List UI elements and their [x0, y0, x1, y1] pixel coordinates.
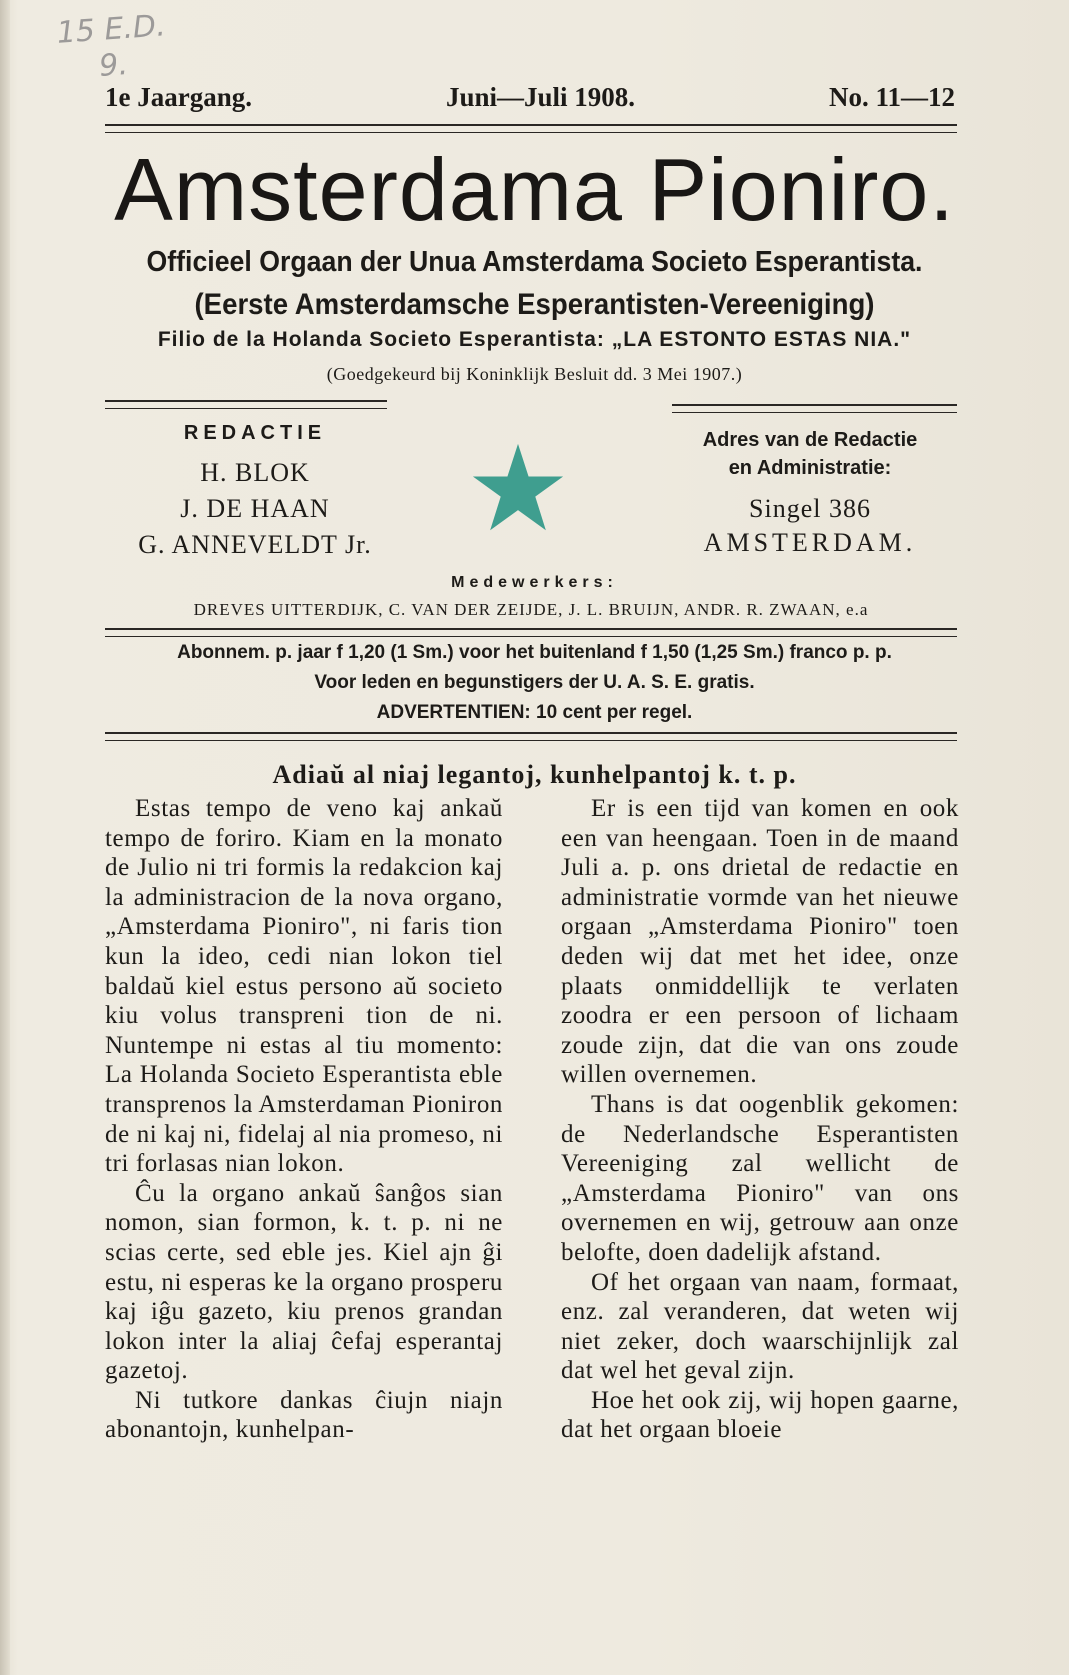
- address-block: [660, 426, 960, 558]
- pencil-annotation: [56, 8, 170, 87]
- issue-header: [105, 82, 955, 113]
- address-city: AMSTERDAM.: [703, 528, 917, 557]
- editor-name: H. BLOK: [200, 458, 310, 487]
- paragraph: Er is een tijd van komen en ook een van heengaan. Toen in de maand Juli a. p. ons drietal de redactie en administratie vormde van het nieuwe orgaan „Amsterdama Pioniro" toen deden wij dat met het idee, onze plaats onmiddellijk te verlaten zoodra er een persoon of lichaam zoude zijn, dat die van ons zoude willen overnemen.: [561, 795, 959, 1089]
- subscription-members: Voor leden en begunstigers der U. A. S. E. gratis.: [314, 672, 755, 693]
- contributors-heading: Medewerkers:: [451, 574, 618, 591]
- paragraph: Ni tutkore dankas ĉiujn niajn abonantojn, kunhelpan-: [105, 1386, 503, 1444]
- esperanto-column: [105, 794, 503, 1445]
- editor-name: J. DE HAAN: [180, 494, 330, 523]
- paragraph: Estas tempo de veno kaj ankaŭ tempo de foriro. Kiam en la monato de Julio ni tri formis la redakcion kaj la administracion de la nova organo, „Amsterdama Pioniro", ni faris tion kun la ideo, cedi nian lokon tiel baldaŭ kiel estus persono aŭ societo kiu volus transpreni tion de ni. Nuntempe ni estas al tiu momento: La Holanda Societo Esperantista eble transprenos la Amsterdaman Pioniron de ni kaj ni, fidelaj al nia promeso, ni tri forlasas nian lokon.: [105, 795, 504, 1178]
- pencil-line-1: 15 E.D.: [55, 8, 167, 51]
- paragraph: Of het orgaan van naam, formaat, enz. zal veranderen, dat weten wij niet zeker, doch waarschijnlijk zal dat wel het geval zijn.: [561, 1268, 959, 1385]
- paragraph: Hoe het ook zij, wij hopen gaarne, dat het orgaan bloeie: [561, 1386, 959, 1444]
- subscription-rule-bottom: [105, 732, 957, 741]
- pencil-line-2: 9.: [98, 47, 130, 84]
- paragraph: Ĉu la organo ankaŭ ŝanĝos sian nomon, sian formon, k. t. p. ni ne scias certe, sed eble jes. Kiel ajn ĝi estu, ni esperas ke la organo prosperu kaj iĝu gazeto, kiu prenos grandan lokon inter la aliaj ĉefaj esperantaj gazetoj.: [105, 1179, 503, 1385]
- masthead-title: Amsterdama Pioniro.: [114, 140, 955, 239]
- masthead-subtitle-dutch: (Eerste Amsterdamsche Esperantisten-Vereeniging): [194, 288, 875, 321]
- issue-number: No. 11—12: [828, 82, 955, 112]
- contributors-list: DREVES UITTERDIJK, C. VAN DER ZEIJDE, J. L. BRUIJN, ANDR. R. ZWAAN, e.a: [193, 600, 869, 619]
- right-rule: [672, 404, 957, 413]
- address-heading-2: en Administratie:: [728, 457, 892, 479]
- article-title: Adiaŭ al niaj legantoj, kunhelpantoj k. t. p.: [272, 760, 797, 789]
- header-rule: [105, 124, 957, 133]
- advertising-rate: ADVERTENTIEN: 10 cent per regel.: [376, 702, 693, 723]
- editors-block: [130, 422, 380, 563]
- paragraph: Thans is dat oogenblik gekomen: de Nederlandsche Esperantisten Vereeniging zal wellicht de „Amsterdama Pioniro" van ons overnemen en wij, getrouw aan onze belofte, doen dadelijk afstand.: [561, 1090, 959, 1266]
- left-rule: [105, 400, 387, 409]
- royal-approval-line: (Goedgekeurd bij Koninklijk Besluit dd. 3 Mei 1907.): [326, 364, 743, 384]
- subscription-price: Abonnem. p. jaar f 1,20 (1 Sm.) voor het buitenland f 1,50 (1,25 Sm.) franco p. p.: [177, 642, 892, 663]
- subscription-rule-top: [105, 628, 957, 637]
- editors-heading: REDACTIE: [183, 422, 327, 444]
- editor-name: G. ANNEVELDT Jr.: [138, 530, 372, 559]
- dutch-column: [561, 794, 959, 1445]
- esperanto-star-icon: [470, 440, 566, 536]
- affiliation-line: Filio de la Holanda Societo Esperantista: „LA ESTONTO ESTAS NIA.": [157, 328, 912, 351]
- address-street: Singel 386: [749, 494, 871, 523]
- volume-label: 1e Jaargang.: [105, 82, 252, 112]
- address-heading: Adres van de Redactie: [702, 429, 918, 451]
- subscription-block: [0, 638, 1069, 728]
- issue-date: Juni—Juli 1908.: [445, 82, 636, 112]
- page-edge: [0, 0, 10, 1675]
- masthead-subtitle: Officieel Orgaan der Unua Amsterdama Societo Esperantista.: [146, 246, 923, 278]
